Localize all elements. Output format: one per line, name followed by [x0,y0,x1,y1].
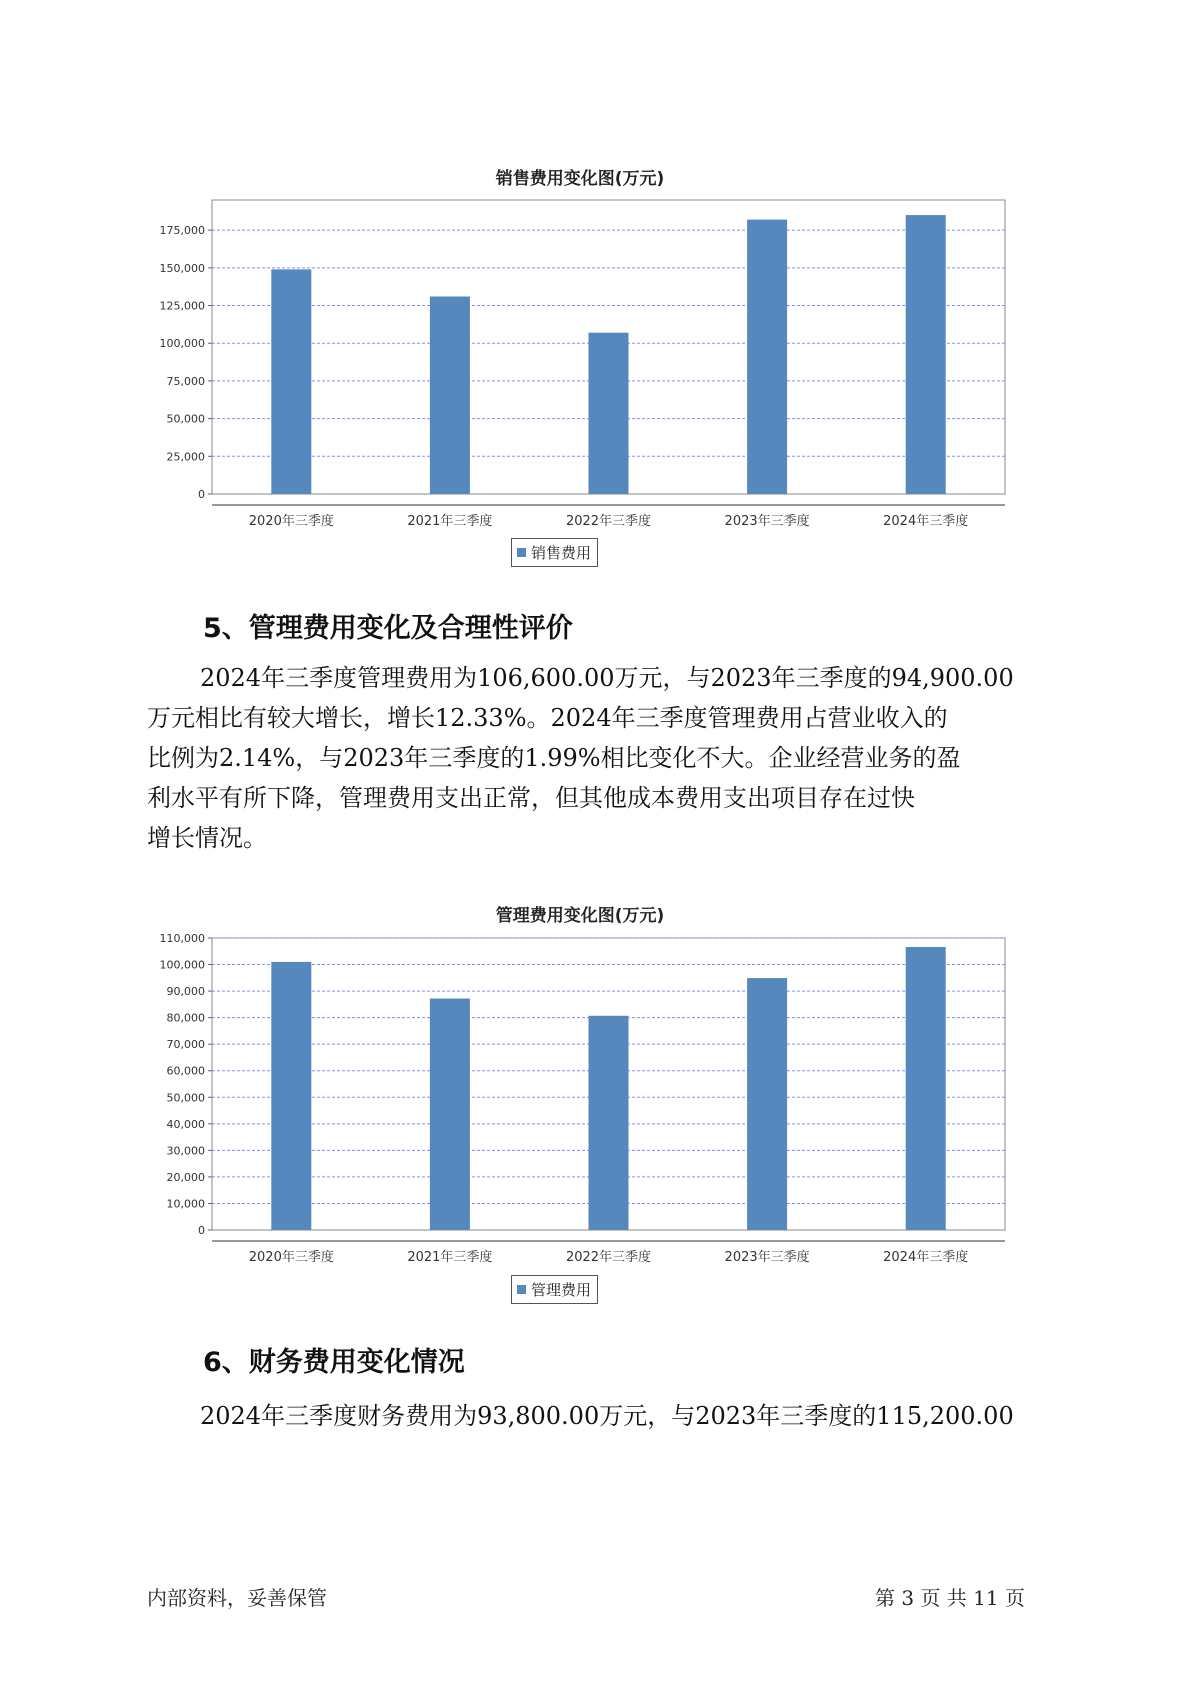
bar [589,1016,629,1230]
bar [430,999,470,1230]
x-tick-label: 2023年三季度 [724,514,810,529]
footer-page-number: 第 3 页 共 11 页 [875,1586,1025,1610]
bar [271,962,311,1230]
paragraph-line: 2024年三季度财务费用为93,800.00万元，与2023年三季度的115,200.00 [200,1402,1014,1430]
y-tick-label: 50,000 [166,412,205,426]
legend-swatch [517,1285,526,1294]
y-tick-label: 0 [198,1224,205,1237]
x-tick-label: 2024年三季度 [883,514,969,529]
paragraph-line: 2024年三季度管理费用为106,600.00万元，与2023年三季度的94,900.00 [200,664,1014,692]
y-tick-label: 30,000 [166,1144,205,1158]
y-tick-label: 110,000 [159,932,205,945]
bar [747,978,787,1230]
y-tick-label: 175,000 [159,224,205,238]
x-tick-label: 2023年三季度 [724,1250,810,1265]
paragraph [147,658,1087,858]
bar [906,947,946,1230]
y-tick-label: 20,000 [166,1170,205,1184]
paragraph [147,1396,1087,1436]
legend-label: 销售费用 [531,544,592,562]
bar [271,269,311,494]
chart-title: 管理费用变化图(万元) [495,906,665,926]
y-tick-label: 100,000 [159,958,205,972]
x-tick-label: 2020年三季度 [248,1250,334,1265]
bar [430,296,470,494]
section-heading: 6、财务费用变化情况 [203,1347,465,1378]
y-tick-label: 125,000 [159,299,205,313]
y-tick-label: 0 [198,488,205,501]
chart-plot [130,888,1030,1278]
y-tick-label: 150,000 [159,261,205,275]
paragraph-line: 利水平有所下降，管理费用支出正常，但其他成本费用支出项目存在过快 [147,784,915,812]
admin-expense-chart [130,888,1030,1318]
chart-plot [130,150,1030,540]
chart-legend [511,1275,598,1304]
paragraph-line: 增长情况。 [147,824,267,852]
y-tick-label: 60,000 [166,1064,205,1078]
paragraph-line: 万元相比有较大增长，增长12.33%。2024年三季度管理费用占营业收入的 [147,704,948,732]
y-tick-label: 40,000 [166,1117,205,1131]
y-tick-label: 75,000 [166,374,205,388]
x-tick-label: 2020年三季度 [248,514,334,529]
footer-confidential-note: 内部资料，妥善保管 [147,1586,327,1610]
sales-expense-chart [130,150,1030,580]
x-tick-label: 2021年三季度 [407,1250,493,1265]
y-tick-label: 90,000 [166,985,205,999]
chart-title: 销售费用变化图(万元) [495,169,665,189]
bar [747,220,787,494]
paragraph-line: 比例为2.14%，与2023年三季度的1.99%相比变化不大。企业经营业务的盈 [147,744,961,772]
y-tick-label: 100,000 [159,337,205,351]
y-tick-label: 25,000 [166,450,205,464]
section-heading: 5、管理费用变化及合理性评价 [203,613,573,644]
bar [589,333,629,494]
legend-swatch [517,548,526,557]
y-tick-label: 10,000 [166,1197,205,1211]
y-tick-label: 50,000 [166,1091,205,1105]
x-tick-label: 2022年三季度 [565,1250,652,1265]
x-tick-label: 2024年三季度 [883,1250,969,1265]
chart-legend [511,538,598,567]
legend-label: 管理费用 [531,1281,592,1299]
bar [906,215,946,494]
y-tick-label: 80,000 [166,1011,205,1025]
y-tick-label: 70,000 [166,1038,205,1052]
x-tick-label: 2022年三季度 [565,514,652,529]
x-tick-label: 2021年三季度 [407,514,493,529]
